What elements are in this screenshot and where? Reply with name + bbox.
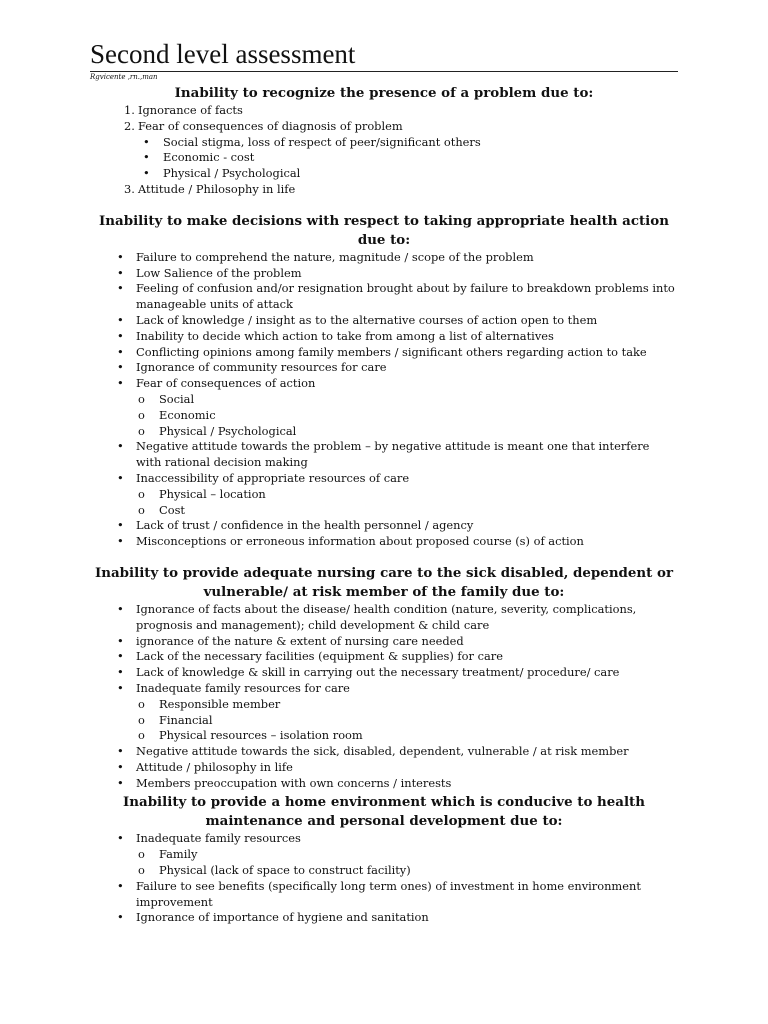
bullet-icon: •: [117, 744, 124, 759]
list-item: [90, 182, 678, 198]
circle-bullet-icon: o: [138, 847, 145, 862]
title-rule: [90, 71, 678, 72]
item-text: Social stigma, loss of respect of peer/significant others: [163, 134, 481, 149]
item-text: Negative attitude towards the problem – by negative attitude is meant one that interfere with rational decision making: [136, 439, 650, 470]
list-item: [90, 360, 678, 376]
section-4: [90, 793, 678, 926]
bullet-icon: •: [117, 910, 124, 925]
item-text: Lack of trust / confidence in the health personnel / agency: [136, 518, 474, 533]
sub-list: [136, 392, 678, 439]
item-text: Low Salience of the problem: [136, 265, 302, 280]
list-item: [90, 471, 678, 518]
list-item: [136, 408, 678, 424]
list-item: [136, 487, 678, 503]
list-item: [90, 649, 678, 665]
item-text: Physical resources – isolation room: [159, 728, 363, 743]
list-item: [90, 518, 678, 534]
bullet-icon: •: [117, 312, 124, 327]
list-item: [90, 602, 678, 634]
item-text: Inability to decide which action to take from among a list of alternatives: [136, 328, 554, 343]
item-number: 1.: [124, 103, 135, 117]
item-text: Economic - cost: [163, 150, 255, 165]
bullet-icon: •: [117, 518, 124, 533]
item-text: Physical / Psychological: [159, 423, 297, 438]
section-3-list: [90, 602, 678, 792]
list-item: [90, 744, 678, 760]
bullet-icon: •: [117, 360, 124, 375]
item-text: Inaccessibility of appropriate resources of care: [136, 470, 410, 485]
section-2: [90, 212, 678, 550]
list-item: [90, 345, 678, 361]
bullet-icon: •: [117, 759, 124, 774]
item-text: Members preoccupation with own concerns / interests: [136, 775, 452, 790]
circle-bullet-icon: o: [138, 863, 145, 878]
item-text: Inadequate family resources for care: [136, 680, 350, 695]
bullet-icon: •: [117, 344, 124, 359]
item-text: Inadequate family resources: [136, 831, 301, 846]
section-4-heading: [90, 793, 678, 831]
list-item: [90, 103, 678, 119]
bullet-icon: •: [117, 649, 124, 664]
list-item: [90, 910, 678, 926]
bullet-icon: •: [117, 601, 124, 616]
list-item: [90, 376, 678, 439]
section-2-heading: [90, 212, 678, 250]
list-item: [90, 681, 678, 744]
bullet-icon: •: [117, 376, 124, 391]
circle-bullet-icon: o: [138, 423, 145, 438]
item-text: Responsible member: [159, 696, 281, 711]
sub-list: [136, 847, 678, 879]
circle-bullet-icon: o: [138, 391, 145, 406]
item-text: Physical (lack of space to construct facility): [159, 863, 411, 878]
item-text: Family: [159, 847, 198, 862]
section-4-list: [90, 831, 678, 926]
bullet-icon: •: [143, 150, 150, 165]
list-item: [90, 281, 678, 313]
bullet-icon: •: [117, 680, 124, 695]
item-text: Attitude / philosophy in life: [136, 759, 293, 774]
bullet-icon: •: [117, 633, 124, 648]
list-item: [90, 119, 678, 182]
bullet-icon: •: [117, 534, 124, 549]
item-text: Failure to see benefits (specifically long term ones) of investment in home environment improvement: [136, 878, 641, 909]
list-item: [136, 392, 678, 408]
item-text: Lack of knowledge / insight as to the alternative courses of action open to them: [136, 312, 598, 327]
heading-line: Inability to provide adequate nursing care to the sick disabled, dependent or: [94, 564, 674, 581]
bullet-icon: •: [117, 439, 124, 454]
item-text: Physical – location: [159, 486, 266, 501]
bullet-icon: •: [117, 831, 124, 846]
item-text: Conflicting opinions among family members / significant others regarding action to take: [136, 344, 647, 359]
list-item: [90, 250, 678, 266]
section-2-list: [90, 250, 678, 550]
list-item: [90, 313, 678, 329]
item-text: Attitude / Philosophy in life: [138, 181, 296, 196]
list-item: [90, 831, 678, 878]
section-1-heading: Inability to recognize the presence of a problem due to:: [174, 85, 594, 101]
bullet-icon: •: [117, 878, 124, 893]
list-item: [136, 424, 678, 440]
bullet-icon: •: [117, 249, 124, 264]
item-text: Fear of consequences of action: [136, 376, 316, 391]
bullet-icon: •: [143, 166, 150, 181]
list-item: [138, 150, 678, 166]
heading-line: Inability to provide a home environment which is conducive to health: [123, 794, 645, 811]
item-text: ignorance of the nature & extent of nursing care needed: [136, 633, 464, 648]
bullet-icon: •: [117, 775, 124, 790]
list-item: [90, 266, 678, 282]
circle-bullet-icon: o: [138, 407, 145, 422]
heading-line: Inability to make decisions with respect to taking appropriate health action: [99, 212, 669, 229]
list-item: [90, 329, 678, 345]
list-item: [136, 847, 678, 863]
item-text: Economic: [159, 407, 216, 422]
list-item: [136, 728, 678, 744]
circle-bullet-icon: o: [138, 486, 145, 501]
list-item: [90, 879, 678, 911]
item-text: Ignorance of importance of hygiene and sanitation: [136, 910, 429, 925]
document-page: [90, 38, 678, 926]
circle-bullet-icon: o: [138, 502, 145, 517]
item-text: Ignorance of community resources for care: [136, 360, 387, 375]
bullet-icon: •: [117, 265, 124, 280]
list-item: [138, 135, 678, 151]
list-item: [90, 439, 678, 471]
heading-line: vulnerable/ at risk member of the family due to:: [203, 583, 565, 600]
bullet-icon: •: [117, 281, 124, 296]
item-text: Feeling of confusion and/or resignation brought about by failure to breakdown problems into manageable units of attack: [136, 281, 675, 312]
item-text: Ignorance of facts about the disease/ health condition (nature, severity, complications, prognosis and management); child development & child care: [136, 601, 637, 632]
list-item: [136, 863, 678, 879]
sub-list: [136, 697, 678, 744]
item-text: Ignorance of facts: [138, 103, 243, 117]
sub-list: [136, 487, 678, 519]
section-1-list: [90, 103, 678, 198]
item-text: Lack of knowledge & skill in carrying out the necessary treatment/ procedure/ care: [136, 665, 620, 680]
item-text: Negative attitude towards the sick, disabled, dependent, vulnerable / at risk member: [136, 744, 629, 759]
bullet-icon: •: [117, 328, 124, 343]
item-text: Physical / Psychological: [163, 166, 301, 181]
section-3: [90, 564, 678, 792]
item-number: 2.: [124, 118, 135, 133]
item-text: Cost: [159, 502, 185, 517]
list-item: [136, 713, 678, 729]
list-item: [90, 776, 678, 792]
list-item: [90, 760, 678, 776]
circle-bullet-icon: o: [138, 696, 145, 711]
sub-list: [138, 135, 678, 182]
section-3-heading: [90, 564, 678, 602]
item-text: Lack of the necessary facilities (equipment & supplies) for care: [136, 649, 503, 664]
list-item: [90, 634, 678, 650]
bullet-icon: •: [117, 470, 124, 485]
document-title: Second level assessment: [90, 39, 356, 69]
item-text: Misconceptions or erroneous information about proposed course (s) of action: [136, 534, 584, 549]
bullet-icon: •: [117, 665, 124, 680]
section-1: [90, 84, 678, 198]
list-item: [90, 534, 678, 550]
item-text: Social: [159, 391, 195, 406]
circle-bullet-icon: o: [138, 712, 145, 727]
list-item: [136, 503, 678, 519]
heading-line: due to:: [357, 231, 411, 248]
bullet-icon: •: [143, 134, 150, 149]
list-item: [90, 665, 678, 681]
list-item: [136, 697, 678, 713]
author-line: Rgvicente ,rn.,man: [90, 73, 158, 81]
item-text: Financial: [159, 712, 213, 727]
list-item: [138, 166, 678, 182]
circle-bullet-icon: o: [138, 728, 145, 743]
item-text: Fear of consequences of diagnosis of problem: [138, 118, 403, 133]
heading-line: maintenance and personal development due to:: [205, 813, 563, 830]
item-number: 3.: [124, 181, 135, 196]
item-text: Failure to comprehend the nature, magnitude / scope of the problem: [136, 249, 534, 264]
